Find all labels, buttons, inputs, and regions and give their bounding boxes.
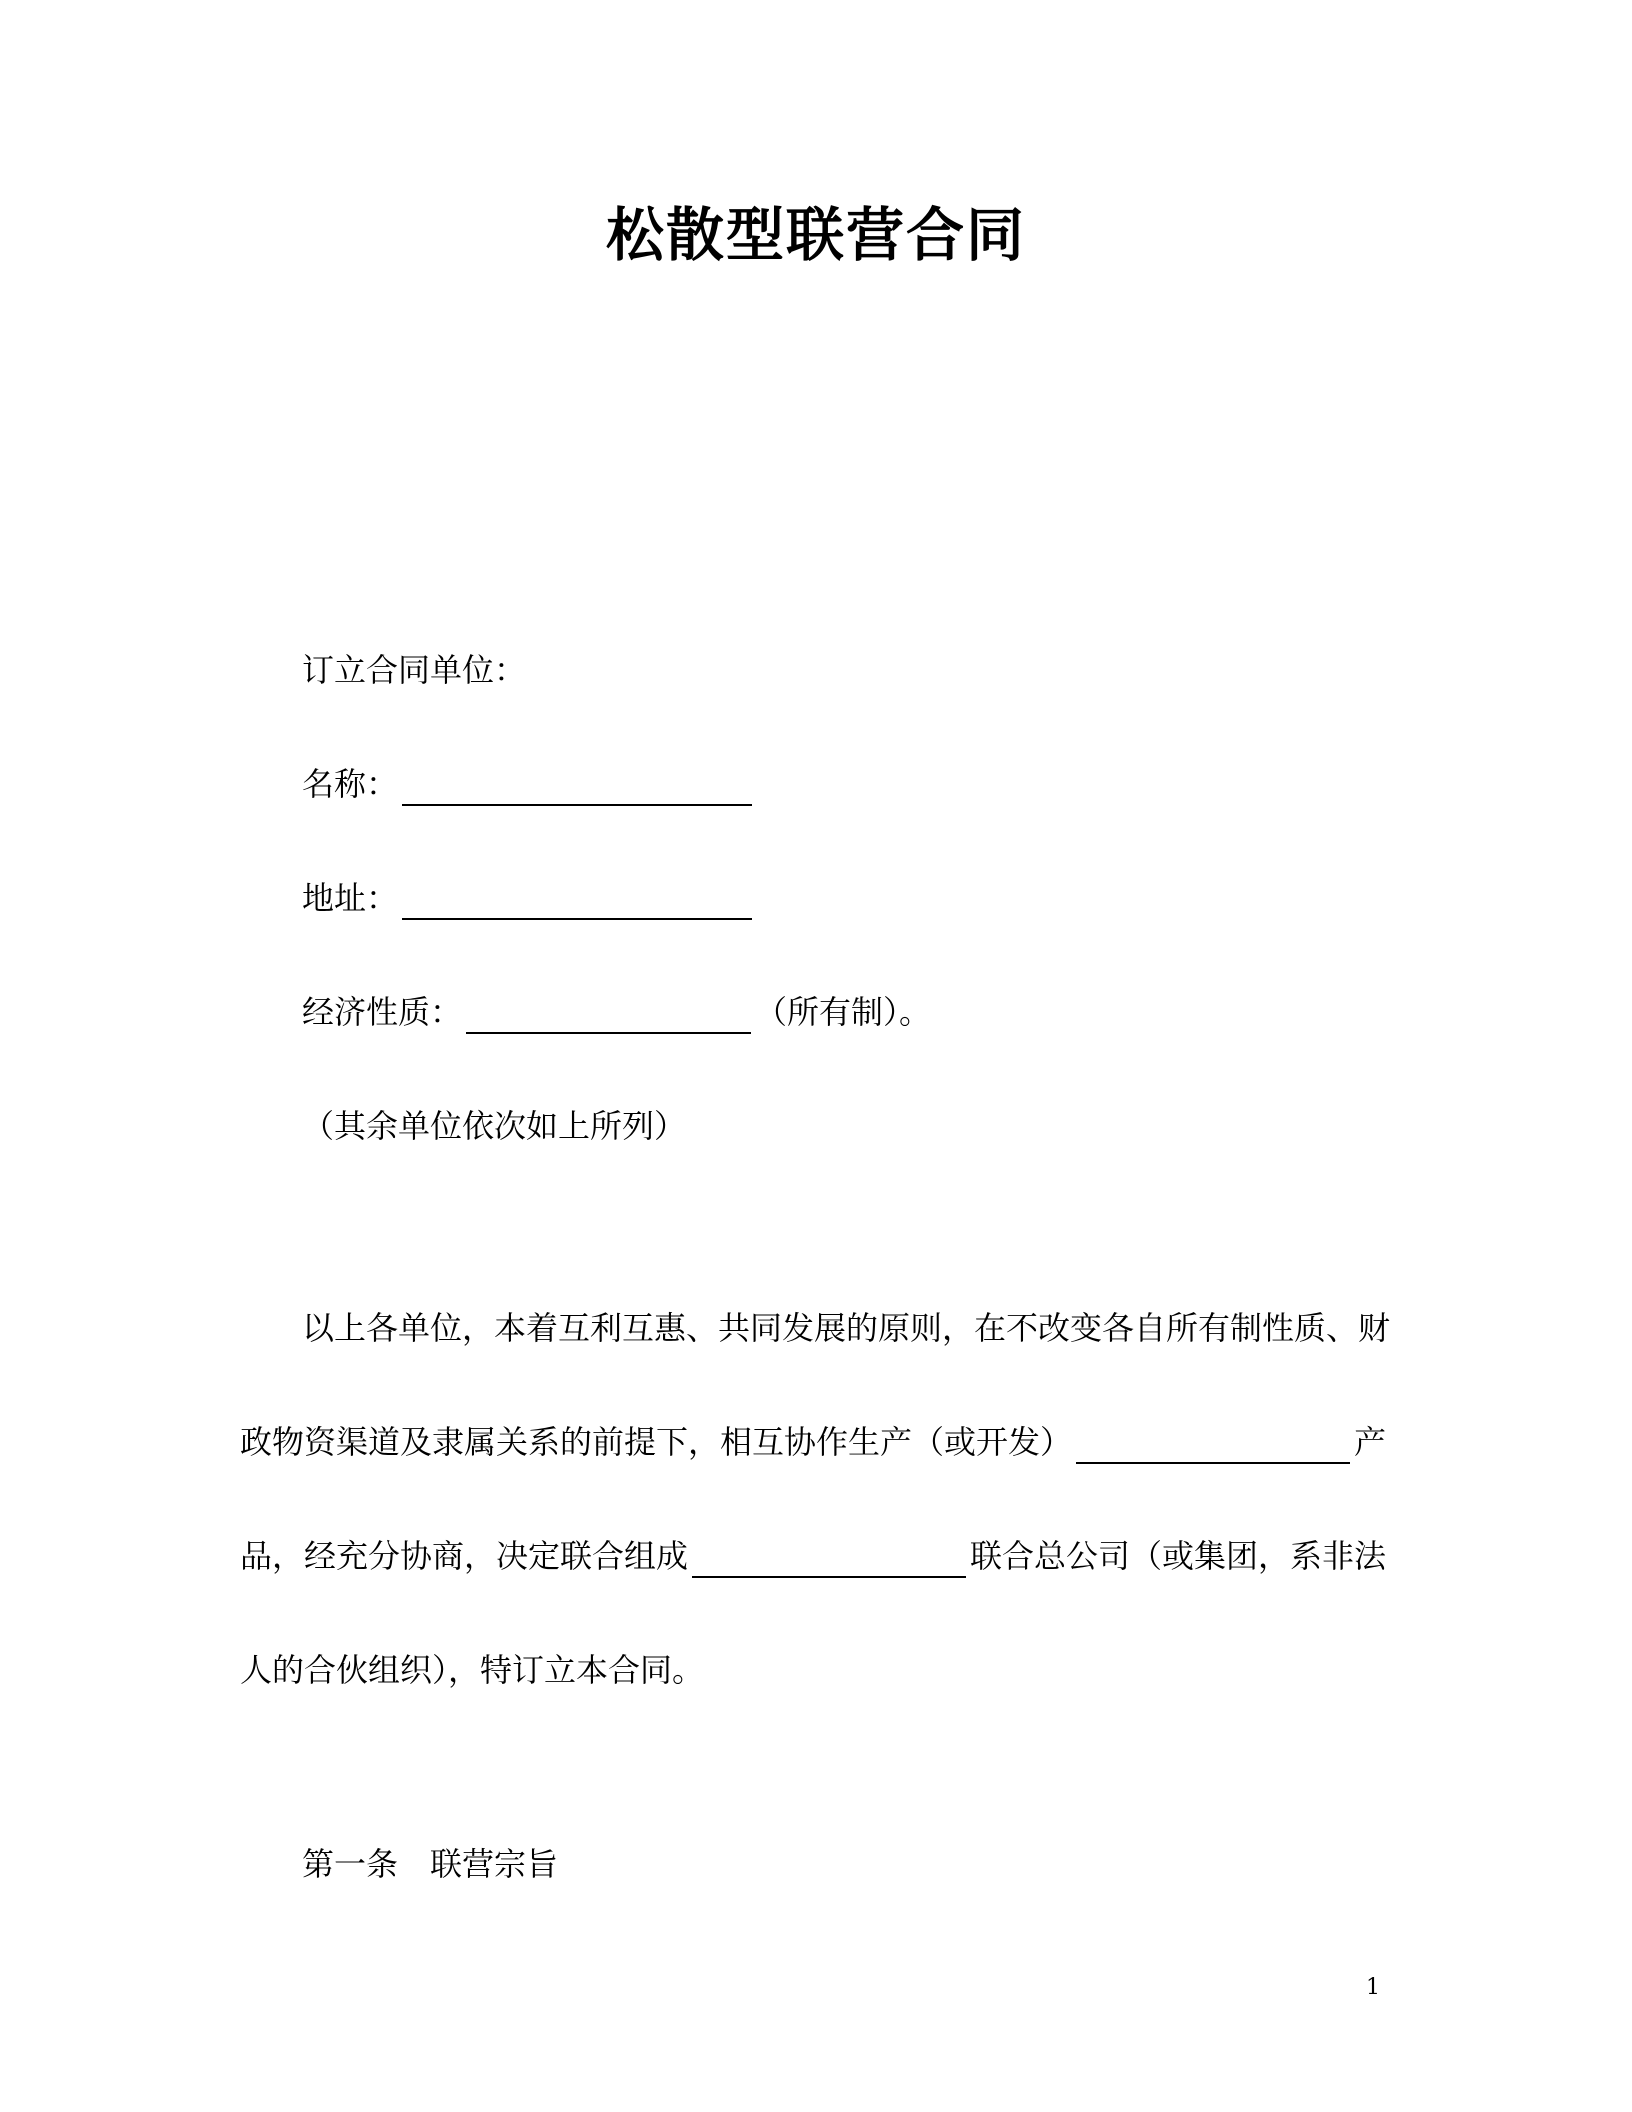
nature-suffix: （所有制）。: [755, 993, 932, 1031]
parties-heading: 订立合同单位：: [302, 651, 527, 689]
product-blank-line: [1076, 1426, 1350, 1464]
company-blank-line: [692, 1540, 966, 1578]
other-units-note: （其余单位依次如上所列）: [302, 1107, 687, 1145]
page-number: 1: [1366, 1975, 1380, 2000]
nature-blank-line: [466, 996, 751, 1034]
preamble-line-3-suffix: 联合总公司（或集团，系非法: [969, 1537, 1386, 1575]
preamble-line-2: [240, 1420, 1386, 1464]
name-label: 名称：: [302, 765, 399, 803]
preamble-line-2-text: 政物资渠道及隶属关系的前提下，相互协作生产（或开发）: [240, 1423, 1073, 1461]
article-1-heading: 第一条 联营宗旨: [302, 1845, 559, 1883]
nature-label: 经济性质：: [302, 993, 463, 1031]
name-blank-line: [402, 768, 752, 806]
preamble-line-4: 人的合伙组织），特订立本合同。: [240, 1651, 705, 1689]
preamble-line-2-suffix: 产: [1353, 1423, 1386, 1461]
preamble-line-1: 以上各单位，本着互利互惠、共同发展的原则，在不改变各自所有制性质、财: [302, 1309, 1391, 1347]
name-row: [302, 762, 756, 806]
document-title: 松散型联营合同: [605, 201, 1026, 269]
address-blank-line: [402, 882, 752, 920]
nature-row: [302, 990, 931, 1034]
address-label: 地址：: [302, 879, 399, 917]
preamble-line-3-text: 品，经充分协商，决定联合组成: [240, 1537, 689, 1575]
address-row: [302, 876, 756, 920]
preamble-line-3: [240, 1534, 1386, 1578]
